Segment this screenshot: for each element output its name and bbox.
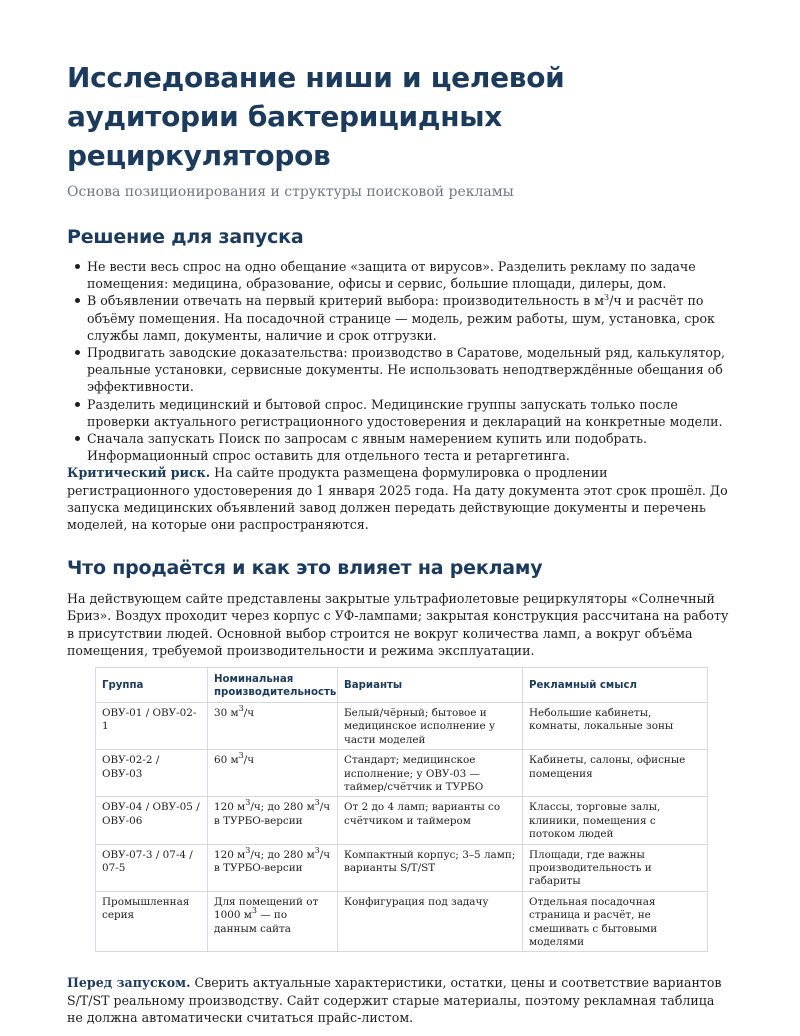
bullet-text: Сначала запускать Поиск по запросам с явным намерением купить или подобрать. Информационный спрос оставить для отдельного теста и ретаргетинга.: [87, 431, 647, 464]
table-cell: 60 $м^3/ч$: [208, 750, 338, 797]
table-cell: ОВУ-02-2 / ОВУ-03: [96, 750, 208, 797]
table-cell: 120 $м^3/ч$; до 280 $м^3/ч$ в ТУРБО-версии: [208, 844, 338, 891]
table-cell: Компактный корпус; 3–5 ламп; варианты S/T/ST: [338, 844, 523, 891]
table-cell: Площади, где важны производительность и габариты: [523, 844, 708, 891]
before-launch-label: Перед запуском.: [67, 975, 191, 991]
products-intro-paragraph: На действующем сайте представлены закрытые ультрафиолетовые рециркуляторы «Солнечный Бриз». Воздух проходит через корпус с УФ-лампами; закрытая конструкция рассчитана на работу в присутствии людей. Основной выбор строится не вокруг количества ламп, а вокруг объёма помещения, требуемой производительности и режима эксплуатации.: [67, 591, 729, 658]
table-cell: Конфигурация под задачу: [338, 891, 523, 952]
bullet-text: Не вести весь спрос на одно обещание «защита от вирусов». Разделить рекламу по задаче помещения: медицина, образование, офисы и сервис, большие площади, дилеры, дом.: [87, 259, 696, 292]
table-row: [96, 844, 708, 891]
bullet-dot-icon: [75, 402, 80, 407]
table-cell: Для помещений от 1000 $м^3$ — по данным сайта: [208, 891, 338, 952]
table-header-row: [96, 668, 708, 703]
bullet-dot-icon: [75, 264, 80, 269]
critical-risk-text: На сайте продукта размещена формулировка о продлении регистрационного удостоверения до 1 января 2025 года. На дату документа этот срок прошёл. До запуска медицинских объявлений завод должен передать действующие документы и перечень моделей, на которые они распространяются.: [67, 465, 728, 533]
table-cell: 30 $м^3/ч$: [208, 702, 338, 749]
table-row: [96, 702, 708, 749]
table-cell: ОВУ-01 / ОВУ-02-1: [96, 702, 208, 749]
table-header-cell: Рекламный смысл: [523, 668, 708, 703]
table-row: [96, 750, 708, 797]
bullet-text: Продвигать заводские доказательства: производство в Саратове, модельный ряд, калькулятор, реальные установки, сервисные документы. Не использовать неподтверждённые обещания об эффективности.: [87, 345, 726, 395]
section-heading-launch: Решение для запуска: [67, 226, 304, 248]
table-cell: Небольшие кабинеты, комнаты, локальные зоны: [523, 702, 708, 749]
before-launch-text: Сверить актуальные характеристики, остатки, цены и соответствие вариантов S/T/ST реальному производству. Сайт содержит старые материалы, поэтому рекламная таблица не должна автоматически считаться прайс-листом.: [67, 975, 722, 1025]
critical-risk-label: Критический риск.: [67, 465, 211, 481]
list-item: [67, 292, 732, 344]
list-item: [67, 430, 732, 464]
list-item: [67, 344, 732, 396]
document-page: [67, 58, 732, 1026]
bullet-text: Разделить медицинский и бытовой спрос. Медицинские группы запускать только после проверки актуального регистрационного удостоверения и деклараций на конкретные модели.: [87, 396, 723, 429]
table-cell: Отдельная посадочная страница и расчёт, не смешивать с бытовыми моделями: [523, 891, 708, 952]
table-cell: Кабинеты, салоны, офисные помещения: [523, 750, 708, 797]
table-cell: ОВУ-07-3 / 07-4 / 07-5: [96, 844, 208, 891]
page-title: Исследование ниши и целевой аудитории бактерицидных рециркуляторов: [67, 61, 565, 172]
bullet-dot-icon: [75, 298, 80, 303]
page-subtitle: Основа позиционирования и структуры поисковой рекламы: [67, 184, 514, 200]
table-cell: От 2 до 4 ламп; варианты со счётчиком и таймером: [338, 797, 523, 844]
table-cell: ОВУ-04 / ОВУ-05 / ОВУ-06: [96, 797, 208, 844]
table-header-cell: Номинальная производительность: [208, 668, 338, 703]
list-item: [67, 258, 732, 292]
before-launch-paragraph: [67, 974, 732, 1026]
table-cell: Белый/чёрный; бытовое и медицинское исполнение у части моделей: [338, 702, 523, 749]
bullet-dot-icon: [75, 436, 80, 441]
table-header-cell: Группа: [96, 668, 208, 703]
section-heading-products: Что продаётся и как это влияет на рекламу: [67, 557, 543, 580]
table-row: [96, 797, 708, 844]
bullet-dot-icon: [75, 350, 80, 355]
table-cell: 120 $м^3/ч$; до 280 $м^3/ч$ в ТУРБО-версии: [208, 797, 338, 844]
table-cell: Промышленная серия: [96, 891, 208, 952]
table-cell: Классы, торговые залы, клиники, помещения с потоком людей: [523, 797, 708, 844]
launch-bullet-list: [67, 258, 732, 464]
list-item: [67, 396, 732, 430]
bullet-text: В объявлении отвечать на первый критерий выбора: производительность в $м^3/ч$ и расчёт по объёму помещения. На посадочной странице — модель, режим работы, шум, установка, срок службы ламп, документы, наличие и срок отгрузки.: [87, 293, 715, 343]
table-cell: Стандарт; медицинское исполнение; у ОВУ-03 — таймер/счётчик и ТУРБО: [338, 750, 523, 797]
critical-risk-paragraph: [67, 464, 732, 533]
table-row: [96, 891, 708, 952]
product-table: [95, 667, 708, 952]
table-header-cell: Варианты: [338, 668, 523, 703]
